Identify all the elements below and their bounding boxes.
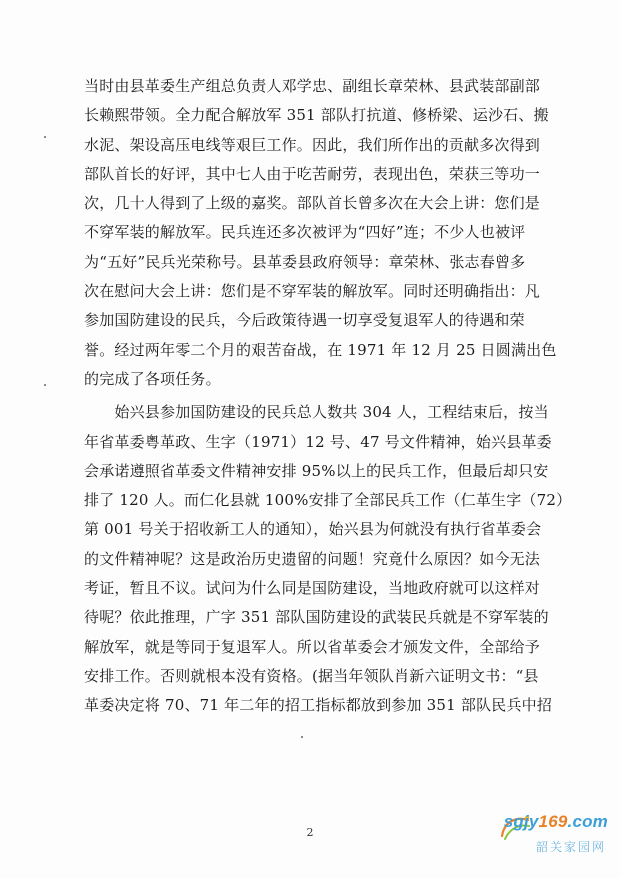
text-line: 部队首长的好评，其中七人由于吃苦耐劳，表现出色，荣获三等功一 bbox=[84, 164, 541, 183]
watermark-site-prefix: sgjy bbox=[503, 812, 539, 831]
text-line: 为“五好”民兵光荣称号。县革委县政府领导：章荣林、张志春曾多 bbox=[84, 252, 526, 271]
text-line: 解放军，就是等同于复退军人。所以省革委会才颁发文件，全部给予 bbox=[84, 637, 541, 656]
text-line: 排了 120 人。而仁化县就 100%安排了全部民兵工作（仁革生字（72） bbox=[84, 491, 572, 510]
text-line: 的文件精神呢？这是政治历史遗留的问题！究竟什么原因？如今无法 bbox=[84, 549, 541, 568]
text-line: 次，几十人得到了上级的嘉奖。部队首长曾多次在大会上讲：您们是 bbox=[84, 194, 541, 213]
text-line: 待呢？依此推理，广字 351 部队国防建设的武装民兵就是不穿军装的 bbox=[84, 608, 549, 627]
document-body bbox=[84, 72, 572, 721]
text-line: 当时由县革委生产组总负责人邓学忠、副组长章荣林、县武装部副部 bbox=[84, 77, 541, 95]
text-line: 水泥、架设高压电线等艰巨工作。因此，我们所作出的贡献多次得到 bbox=[84, 135, 541, 154]
site-watermark[interactable] bbox=[498, 812, 610, 868]
text-line: 会承诺遵照省革委文件精神安排 95%以上的民兵工作，但最后却只安 bbox=[84, 461, 549, 480]
text-line: 安排工作。否则就根本没有资格。(据当年领队肖新六证明文书：“县 bbox=[84, 666, 539, 685]
text-line: 第 001 号关于招收新工人的通知），始兴县为何就没有执行省革委会 bbox=[84, 520, 542, 539]
scan-speck bbox=[44, 384, 46, 386]
text-line: 次在慰问大会上讲：您们是不穿军装的解放军。同时还明确指出：凡 bbox=[84, 282, 541, 301]
paragraph-2 bbox=[84, 398, 572, 720]
scan-speck bbox=[44, 136, 46, 138]
text-line: 不穿军装的解放军。民兵连还多次被评为“四好”连；不少人也被评 bbox=[84, 223, 526, 242]
text-line: 参加国防建设的民兵，今后政策待遇一切享受复退军人的待遇和荣 bbox=[84, 311, 525, 330]
watermark-site-number: 169 bbox=[538, 812, 568, 831]
text-line: 誉。经过两年零二个月的艰苦奋战，在 1971 年 12 月 25 日圆满出色 bbox=[84, 340, 557, 359]
text-line: 的完成了各项任务。 bbox=[84, 369, 221, 388]
text-line: 长赖熙带领。全力配合解放军 351 部队打抗道、修桥梁、运沙石、搬 bbox=[84, 106, 549, 125]
text-line: 革委决定将 70、71 年二年的招工指标都放到参加 351 部队民兵中招 bbox=[84, 696, 553, 715]
watermark-subtitle: 韶关家园网 bbox=[535, 840, 606, 854]
page-number: 2 bbox=[306, 826, 314, 839]
text-line: 年省革委粤革政、生字（1971）12 号、47 号文件精神，始兴县革委 bbox=[84, 432, 552, 451]
watermark-site-name bbox=[504, 812, 608, 832]
paragraph-1 bbox=[84, 72, 557, 394]
watermark-site-suffix: .com bbox=[567, 812, 608, 831]
text-line: 考证，暂且不议。试问为什么同是国防建设，当地政府就可以这样对 bbox=[84, 579, 541, 598]
scan-speck bbox=[301, 736, 303, 738]
text-line: 始兴县参加国防建设的民兵总人数共 304 人，工程结束后，按当 bbox=[84, 403, 549, 422]
